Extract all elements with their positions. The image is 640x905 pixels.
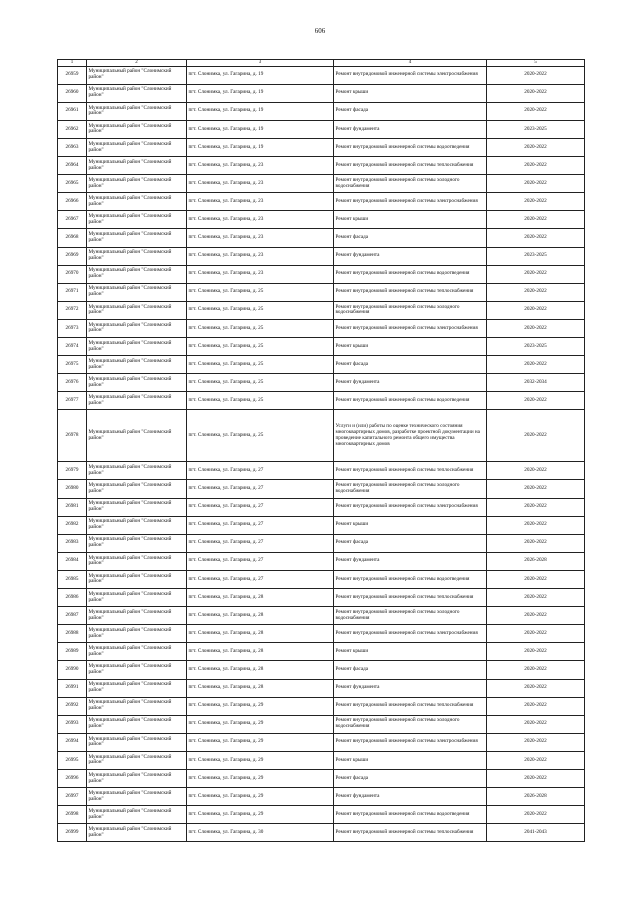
address-cell: пгт. Слонимка, ул. Гагарина, д. 27 — [187, 480, 334, 498]
work-type-cell: Ремонт фасада — [334, 534, 487, 552]
table-row — [58, 410, 585, 462]
row-number-cell: 26974 — [58, 338, 87, 356]
row-number-cell: 26996 — [58, 769, 87, 787]
row-number-cell: 26976 — [58, 374, 87, 392]
period-cell: 2020-2022 — [487, 480, 585, 498]
municipality-cell: Муниципальный район "Слонимский район" — [87, 157, 187, 175]
table-row — [58, 265, 585, 283]
work-type-cell: Ремонт внутридомовой инженерной системы холодного водоснабжения — [334, 715, 487, 733]
work-type-cell: Ремонт внутридомовой инженерной системы теплоснабжения — [334, 462, 487, 480]
period-cell: 2020-2022 — [487, 392, 585, 410]
period-cell: 2020-2022 — [487, 661, 585, 679]
municipality-cell: Муниципальный район "Слонимский район" — [87, 498, 187, 516]
municipality-cell: Муниципальный район "Слонимский район" — [87, 319, 187, 337]
period-cell: 2020-2022 — [487, 265, 585, 283]
row-number-cell: 26970 — [58, 265, 87, 283]
work-type-cell: Ремонт фундамента — [334, 247, 487, 265]
address-cell: пгт. Слонимка, ул. Гагарина, д. 23 — [187, 157, 334, 175]
row-number-cell: 26986 — [58, 589, 87, 607]
municipality-cell: Муниципальный район "Слонимский район" — [87, 788, 187, 806]
address-cell: пгт. Слонимка, ул. Гагарина, д. 27 — [187, 462, 334, 480]
row-number-cell: 26964 — [58, 157, 87, 175]
column-header: 3 — [187, 60, 334, 67]
table-row — [58, 338, 585, 356]
row-number-cell: 26978 — [58, 410, 87, 462]
period-cell: 2020-2022 — [487, 607, 585, 625]
address-cell: пгт. Слонимка, ул. Гагарина, д. 29 — [187, 733, 334, 751]
work-type-cell: Ремонт внутридомовой инженерной системы электроснабжения — [334, 498, 487, 516]
municipality-cell: Муниципальный район "Слонимский район" — [87, 552, 187, 570]
work-type-cell: Ремонт фасада — [334, 229, 487, 247]
address-cell: пгт. Слонимка, ул. Гагарина, д. 25 — [187, 338, 334, 356]
municipality-cell: Муниципальный район "Слонимский район" — [87, 138, 187, 156]
address-cell: пгт. Слонимка, ул. Гагарина, д. 27 — [187, 534, 334, 552]
municipality-cell: Муниципальный район "Слонимский район" — [87, 410, 187, 462]
table-row — [58, 498, 585, 516]
address-cell: пгт. Слонимка, ул. Гагарина, д. 28 — [187, 661, 334, 679]
row-number-cell: 26990 — [58, 661, 87, 679]
row-number-cell: 26994 — [58, 733, 87, 751]
address-cell: пгт. Слонимка, ул. Гагарина, д. 29 — [187, 806, 334, 824]
row-number-cell: 26989 — [58, 643, 87, 661]
work-type-cell: Ремонт внутридомовой инженерной системы электроснабжения — [334, 193, 487, 211]
address-cell: пгт. Слонимка, ул. Гагарина, д. 23 — [187, 265, 334, 283]
row-number-cell: 26981 — [58, 498, 87, 516]
municipality-cell: Муниципальный район "Слонимский район" — [87, 338, 187, 356]
row-number-cell: 26963 — [58, 138, 87, 156]
table-row — [58, 211, 585, 229]
address-cell: пгт. Слонимка, ул. Гагарина, д. 30 — [187, 824, 334, 842]
row-number-cell: 26966 — [58, 193, 87, 211]
municipality-cell: Муниципальный район "Слонимский район" — [87, 516, 187, 534]
municipality-cell: Муниципальный район "Слонимский район" — [87, 607, 187, 625]
table-row — [58, 788, 585, 806]
row-number-cell: 26967 — [58, 211, 87, 229]
row-number-cell: 26998 — [58, 806, 87, 824]
period-cell: 2041-2043 — [487, 824, 585, 842]
row-number-cell: 26991 — [58, 679, 87, 697]
work-type-cell: Ремонт внутридомовой инженерной системы электроснабжения — [334, 319, 487, 337]
row-number-cell: 26993 — [58, 715, 87, 733]
address-cell: пгт. Слонимка, ул. Гагарина, д. 23 — [187, 229, 334, 247]
municipality-cell: Муниципальный район "Слонимский район" — [87, 229, 187, 247]
row-number-cell: 26972 — [58, 301, 87, 319]
work-type-cell: Ремонт внутридомовой инженерной системы электроснабжения — [334, 733, 487, 751]
table-row — [58, 643, 585, 661]
municipality-cell: Муниципальный район "Слонимский район" — [87, 824, 187, 842]
work-type-cell: Ремонт внутридомовой инженерной системы теплоснабжения — [334, 824, 487, 842]
address-cell: пгт. Слонимка, ул. Гагарина, д. 29 — [187, 697, 334, 715]
row-number-cell: 26969 — [58, 247, 87, 265]
table-row — [58, 697, 585, 715]
period-cell: 2020-2022 — [487, 769, 585, 787]
municipality-cell: Муниципальный район "Слонимский район" — [87, 480, 187, 498]
table-row — [58, 589, 585, 607]
work-type-cell: Ремонт внутридомовой инженерной системы водоотведения — [334, 570, 487, 588]
table-row — [58, 625, 585, 643]
address-cell: пгт. Слонимка, ул. Гагарина, д. 28 — [187, 589, 334, 607]
table-row — [58, 301, 585, 319]
period-cell: 2026-2028 — [487, 788, 585, 806]
work-type-cell: Ремонт внутридомовой инженерной системы водоотведения — [334, 265, 487, 283]
row-number-cell: 26992 — [58, 697, 87, 715]
table-row — [58, 175, 585, 193]
column-header: 2 — [87, 60, 187, 67]
address-cell: пгт. Слонимка, ул. Гагарина, д. 27 — [187, 552, 334, 570]
work-type-cell: Ремонт крыши — [334, 516, 487, 534]
table-row — [58, 552, 585, 570]
period-cell: 2023-2025 — [487, 120, 585, 138]
period-cell: 2020-2022 — [487, 679, 585, 697]
table-row — [58, 715, 585, 733]
address-cell: пгт. Слонимка, ул. Гагарина, д. 19 — [187, 66, 334, 84]
work-type-cell: Ремонт крыши — [334, 84, 487, 102]
table-row — [58, 229, 585, 247]
column-header: 5 — [487, 60, 585, 67]
municipality-cell: Муниципальный район "Слонимский район" — [87, 265, 187, 283]
period-cell: 2020-2022 — [487, 715, 585, 733]
table-row — [58, 247, 585, 265]
row-number-cell: 26962 — [58, 120, 87, 138]
table-body — [58, 66, 585, 842]
address-cell: пгт. Слонимка, ул. Гагарина, д. 29 — [187, 715, 334, 733]
period-cell: 2020-2022 — [487, 733, 585, 751]
period-cell: 2020-2022 — [487, 625, 585, 643]
period-cell: 2020-2022 — [487, 697, 585, 715]
period-cell: 2020-2022 — [487, 319, 585, 337]
address-cell: пгт. Слонимка, ул. Гагарина, д. 25 — [187, 301, 334, 319]
page-number: 606 — [314, 27, 326, 35]
work-type-cell: Ремонт внутридомовой инженерной системы электроснабжения — [334, 625, 487, 643]
work-type-cell: Ремонт фасада — [334, 661, 487, 679]
municipality-cell: Муниципальный район "Слонимский район" — [87, 66, 187, 84]
period-cell: 2020-2022 — [487, 84, 585, 102]
municipality-cell: Муниципальный район "Слонимский район" — [87, 751, 187, 769]
address-cell: пгт. Слонимка, ул. Гагарина, д. 28 — [187, 625, 334, 643]
work-type-cell: Ремонт внутридомовой инженерной системы электроснабжения — [334, 66, 487, 84]
address-cell: пгт. Слонимка, ул. Гагарина, д. 25 — [187, 410, 334, 462]
table-row — [58, 570, 585, 588]
municipality-cell: Муниципальный район "Слонимский район" — [87, 247, 187, 265]
period-cell: 2020-2022 — [487, 193, 585, 211]
period-cell: 2026-2028 — [487, 552, 585, 570]
municipality-cell: Муниципальный район "Слонимский район" — [87, 534, 187, 552]
table-row — [58, 679, 585, 697]
work-type-cell: Ремонт крыши — [334, 643, 487, 661]
municipality-cell: Муниципальный район "Слонимский район" — [87, 283, 187, 301]
address-cell: пгт. Слонимка, ул. Гагарина, д. 28 — [187, 679, 334, 697]
table-row — [58, 480, 585, 498]
repair-schedule-table — [57, 59, 585, 842]
row-number-cell: 26997 — [58, 788, 87, 806]
municipality-cell: Муниципальный район "Слонимский район" — [87, 84, 187, 102]
period-cell: 2023-2025 — [487, 338, 585, 356]
work-type-cell: Ремонт внутридомовой инженерной системы водоотведения — [334, 138, 487, 156]
table-row — [58, 138, 585, 156]
table-row — [58, 733, 585, 751]
row-number-cell: 26982 — [58, 516, 87, 534]
period-cell: 2020-2022 — [487, 806, 585, 824]
column-header: 1 — [58, 60, 87, 67]
period-cell: 2020-2022 — [487, 138, 585, 156]
municipality-cell: Муниципальный район "Слонимский район" — [87, 374, 187, 392]
row-number-cell: 26979 — [58, 462, 87, 480]
address-cell: пгт. Слонимка, ул. Гагарина, д. 19 — [187, 138, 334, 156]
municipality-cell: Муниципальный район "Слонимский район" — [87, 715, 187, 733]
address-cell: пгт. Слонимка, ул. Гагарина, д. 28 — [187, 607, 334, 625]
period-cell: 2020-2022 — [487, 157, 585, 175]
row-number-cell: 26980 — [58, 480, 87, 498]
work-type-cell: Ремонт внутридомовой инженерной системы холодного водоснабжения — [334, 301, 487, 319]
address-cell: пгт. Слонимка, ул. Гагарина, д. 19 — [187, 120, 334, 138]
work-type-cell: Ремонт внутридомовой инженерной системы водоотведения — [334, 806, 487, 824]
work-type-cell: Ремонт внутридомовой инженерной системы холодного водоснабжения — [334, 480, 487, 498]
municipality-cell: Муниципальный район "Слонимский район" — [87, 211, 187, 229]
row-number-cell: 26968 — [58, 229, 87, 247]
period-cell: 2020-2022 — [487, 211, 585, 229]
period-cell: 2023-2025 — [487, 247, 585, 265]
work-type-cell: Ремонт фасада — [334, 356, 487, 374]
work-type-cell: Ремонт внутридомовой инженерной системы теплоснабжения — [334, 283, 487, 301]
table-row — [58, 84, 585, 102]
municipality-cell: Муниципальный район "Слонимский район" — [87, 462, 187, 480]
municipality-cell: Муниципальный район "Слонимский район" — [87, 661, 187, 679]
work-type-cell: Ремонт фундамента — [334, 374, 487, 392]
municipality-cell: Муниципальный район "Слонимский район" — [87, 679, 187, 697]
municipality-cell: Муниципальный район "Слонимский район" — [87, 102, 187, 120]
period-cell: 2020-2022 — [487, 516, 585, 534]
municipality-cell: Муниципальный район "Слонимский район" — [87, 643, 187, 661]
table-row — [58, 751, 585, 769]
row-number-cell: 26984 — [58, 552, 87, 570]
table-row — [58, 120, 585, 138]
row-number-cell: 26977 — [58, 392, 87, 410]
address-cell: пгт. Слонимка, ул. Гагарина, д. 28 — [187, 643, 334, 661]
address-cell: пгт. Слонимка, ул. Гагарина, д. 23 — [187, 211, 334, 229]
column-header: 4 — [334, 60, 487, 67]
work-type-cell: Услуги и (или) работы по оценке технического состояния многоквартирных домов, разработке проектной документации на проведение капитального ремонта общего имущества многоквартирных домов — [334, 410, 487, 462]
address-cell: пгт. Слонимка, ул. Гагарина, д. 23 — [187, 247, 334, 265]
table-row — [58, 66, 585, 84]
municipality-cell: Муниципальный район "Слонимский район" — [87, 769, 187, 787]
address-cell: пгт. Слонимка, ул. Гагарина, д. 29 — [187, 751, 334, 769]
row-number-cell: 26965 — [58, 175, 87, 193]
table-row — [58, 392, 585, 410]
row-number-cell: 26973 — [58, 319, 87, 337]
table-row — [58, 283, 585, 301]
period-cell: 2020-2022 — [487, 498, 585, 516]
work-type-cell: Ремонт фундамента — [334, 120, 487, 138]
table-row — [58, 193, 585, 211]
row-number-cell: 26971 — [58, 283, 87, 301]
table-row — [58, 516, 585, 534]
municipality-cell: Муниципальный район "Слонимский район" — [87, 733, 187, 751]
work-type-cell: Ремонт крыши — [334, 338, 487, 356]
period-cell: 2020-2022 — [487, 356, 585, 374]
municipality-cell: Муниципальный район "Слонимский район" — [87, 193, 187, 211]
municipality-cell: Муниципальный район "Слонимский район" — [87, 697, 187, 715]
table-row — [58, 607, 585, 625]
work-type-cell: Ремонт крыши — [334, 751, 487, 769]
table-row — [58, 534, 585, 552]
period-cell: 2020-2022 — [487, 301, 585, 319]
row-number-cell: 26987 — [58, 607, 87, 625]
work-type-cell: Ремонт фасада — [334, 769, 487, 787]
work-type-cell: Ремонт крыши — [334, 211, 487, 229]
work-type-cell: Ремонт внутридомовой инженерной системы теплоснабжения — [334, 589, 487, 607]
period-cell: 2020-2022 — [487, 570, 585, 588]
table-row — [58, 157, 585, 175]
row-number-cell: 26999 — [58, 824, 87, 842]
work-type-cell: Ремонт фундамента — [334, 552, 487, 570]
table-row — [58, 102, 585, 120]
municipality-cell: Муниципальный район "Слонимский район" — [87, 301, 187, 319]
row-number-cell: 26988 — [58, 625, 87, 643]
table-row — [58, 769, 585, 787]
table-row — [58, 319, 585, 337]
period-cell: 2020-2022 — [487, 589, 585, 607]
row-number-cell: 26983 — [58, 534, 87, 552]
address-cell: пгт. Слонимка, ул. Гагарина, д. 23 — [187, 175, 334, 193]
municipality-cell: Муниципальный район "Слонимский район" — [87, 356, 187, 374]
period-cell: 2020-2022 — [487, 643, 585, 661]
table-row — [58, 824, 585, 842]
table-header-row — [58, 60, 585, 67]
address-cell: пгт. Слонимка, ул. Гагарина, д. 19 — [187, 84, 334, 102]
municipality-cell: Муниципальный район "Слонимский район" — [87, 120, 187, 138]
work-type-cell: Ремонт фасада — [334, 102, 487, 120]
address-cell: пгт. Слонимка, ул. Гагарина, д. 25 — [187, 356, 334, 374]
work-type-cell: Ремонт внутридомовой инженерной системы холодного водоснабжения — [334, 175, 487, 193]
address-cell: пгт. Слонимка, ул. Гагарина, д. 19 — [187, 102, 334, 120]
address-cell: пгт. Слонимка, ул. Гагарина, д. 29 — [187, 788, 334, 806]
work-type-cell: Ремонт внутридомовой инженерной системы холодного водоснабжения — [334, 607, 487, 625]
work-type-cell: Ремонт фундамента — [334, 679, 487, 697]
row-number-cell: 26959 — [58, 66, 87, 84]
address-cell: пгт. Слонимка, ул. Гагарина, д. 25 — [187, 283, 334, 301]
row-number-cell: 26975 — [58, 356, 87, 374]
period-cell: 2020-2022 — [487, 66, 585, 84]
period-cell: 2020-2022 — [487, 175, 585, 193]
municipality-cell: Муниципальный район "Слонимский район" — [87, 392, 187, 410]
address-cell: пгт. Слонимка, ул. Гагарина, д. 27 — [187, 498, 334, 516]
address-cell: пгт. Слонимка, ул. Гагарина, д. 25 — [187, 319, 334, 337]
period-cell: 2032-2034 — [487, 374, 585, 392]
row-number-cell: 26960 — [58, 84, 87, 102]
period-cell: 2020-2022 — [487, 102, 585, 120]
municipality-cell: Муниципальный район "Слонимский район" — [87, 806, 187, 824]
table-row — [58, 462, 585, 480]
address-cell: пгт. Слонимка, ул. Гагарина, д. 25 — [187, 392, 334, 410]
work-type-cell: Ремонт внутридомовой инженерной системы теплоснабжения — [334, 157, 487, 175]
address-cell: пгт. Слонимка, ул. Гагарина, д. 25 — [187, 374, 334, 392]
municipality-cell: Муниципальный район "Слонимский район" — [87, 625, 187, 643]
period-cell: 2020-2022 — [487, 534, 585, 552]
address-cell: пгт. Слонимка, ул. Гагарина, д. 23 — [187, 193, 334, 211]
work-type-cell: Ремонт фундамента — [334, 788, 487, 806]
period-cell: 2020-2022 — [487, 751, 585, 769]
address-cell: пгт. Слонимка, ул. Гагарина, д. 27 — [187, 516, 334, 534]
address-cell: пгт. Слонимка, ул. Гагарина, д. 29 — [187, 769, 334, 787]
period-cell: 2020-2022 — [487, 410, 585, 462]
municipality-cell: Муниципальный район "Слонимский район" — [87, 175, 187, 193]
row-number-cell: 26985 — [58, 570, 87, 588]
period-cell: 2020-2022 — [487, 462, 585, 480]
table-row — [58, 806, 585, 824]
work-type-cell: Ремонт внутридомовой инженерной системы водоотведения — [334, 392, 487, 410]
period-cell: 2020-2022 — [487, 283, 585, 301]
municipality-cell: Муниципальный район "Слонимский район" — [87, 589, 187, 607]
table-row — [58, 356, 585, 374]
municipality-cell: Муниципальный район "Слонимский район" — [87, 570, 187, 588]
row-number-cell: 26995 — [58, 751, 87, 769]
row-number-cell: 26961 — [58, 102, 87, 120]
address-cell: пгт. Слонимка, ул. Гагарина, д. 27 — [187, 570, 334, 588]
table-row — [58, 661, 585, 679]
table-row — [58, 374, 585, 392]
period-cell: 2020-2022 — [487, 229, 585, 247]
work-type-cell: Ремонт внутридомовой инженерной системы теплоснабжения — [334, 697, 487, 715]
